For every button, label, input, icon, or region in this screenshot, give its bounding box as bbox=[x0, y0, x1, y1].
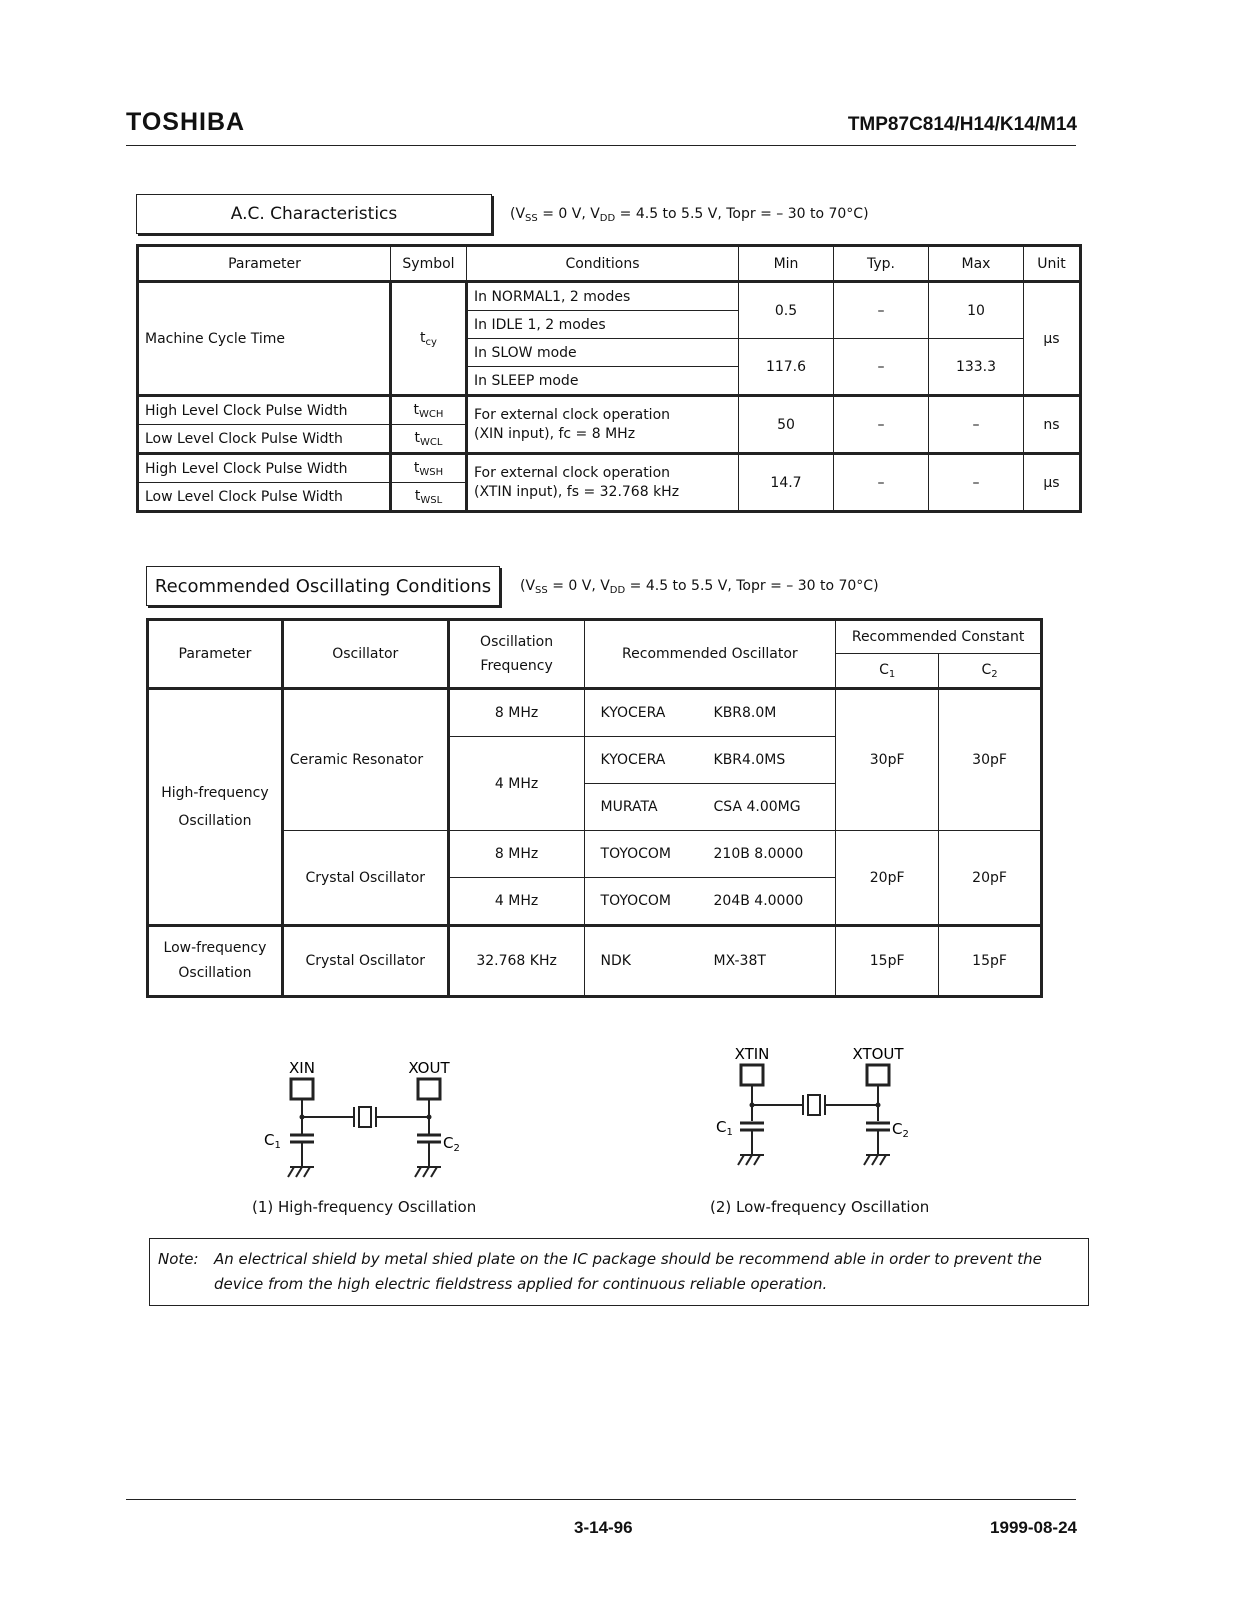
xin-label: XIN bbox=[289, 1059, 315, 1077]
typ-slow: – bbox=[834, 339, 929, 396]
crystal-icon bbox=[808, 1095, 820, 1115]
ac-table bbox=[136, 244, 1082, 513]
max-normal: 10 bbox=[929, 282, 1024, 339]
osc-crystal-hf: Crystal Oscillator bbox=[282, 831, 448, 926]
typ-xtin: – bbox=[834, 454, 929, 512]
table-row bbox=[148, 831, 1042, 878]
xtout-label: XTOUT bbox=[852, 1045, 904, 1063]
header-rule bbox=[126, 145, 1076, 146]
ac-conditions: ($V_{SS} = 0$ V, $V_{DD} = 4.5$ to 5.5 V, Topr = – 30 to 70°C) bbox=[510, 206, 869, 224]
param-high-frequency: High-frequency Oscillation bbox=[148, 689, 283, 926]
rec-osc-kbr8: KYOCERA KBR8.0M bbox=[584, 689, 836, 737]
col-recommended-constant: Recommended Constant bbox=[836, 620, 1042, 654]
rec-header-row bbox=[148, 620, 1042, 654]
param-wsl: Low Level Clock Pulse Width bbox=[138, 483, 391, 512]
cond-xtin: For external clock operation (XTIN input), fs = 32.768 kHz bbox=[467, 454, 739, 512]
max-xtin: – bbox=[929, 454, 1024, 512]
xout-pin-icon bbox=[418, 1079, 440, 1099]
note-text: An electrical shield by metal shied plate on the IC package should be recommend able in order to prevent the device from the high electric fieldstress applied for continuous reliable operation. bbox=[214, 1250, 1042, 1293]
symbol-twsh: $t_{WSH}$ bbox=[391, 454, 467, 483]
rec-conditions: ($V_{SS} = 0$ V, $V_{DD} = 4.5$ to 5.5 V, Topr = – 30 to 70°C) bbox=[520, 578, 879, 596]
col-c1: $C_1$ bbox=[836, 654, 939, 689]
symbol-twsl: $t_{WSL}$ bbox=[391, 483, 467, 512]
param-low-frequency: Low-frequency Oscillation bbox=[148, 926, 283, 997]
hf-oscillation-circuit bbox=[230, 1050, 490, 1190]
note-label: Note: bbox=[158, 1250, 199, 1268]
c2-label: $C_2$ bbox=[443, 1134, 460, 1154]
part-number: TMP87C814/H14/K14/M14 bbox=[847, 114, 1077, 135]
lf-oscillation-circuit bbox=[690, 1036, 950, 1176]
typ-xin: – bbox=[834, 396, 929, 454]
lf-caption: (2) Low-frequency Oscillation bbox=[710, 1198, 930, 1216]
xtout-pin-icon bbox=[867, 1065, 889, 1085]
c2-crystal: 20pF bbox=[939, 831, 1042, 926]
xin-pin-icon bbox=[291, 1079, 313, 1099]
xout-label: XOUT bbox=[408, 1059, 450, 1077]
table-row bbox=[138, 454, 1081, 483]
col-typ: Typ. bbox=[834, 246, 929, 282]
cond-xin: For external clock operation (XIN input), fc = 8 MHz bbox=[467, 396, 739, 454]
col-parameter: Parameter bbox=[138, 246, 391, 282]
ac-section-title: A.C. Characteristics bbox=[136, 194, 492, 234]
table-row bbox=[148, 689, 1042, 737]
xtin-pin-icon bbox=[741, 1065, 763, 1085]
rec-osc-210b: TOYOCOM 210B 8.0000 bbox=[584, 831, 836, 878]
brand-logo: TOSHIBA bbox=[126, 108, 246, 136]
osc-ceramic: Ceramic Resonator bbox=[282, 689, 448, 831]
col-max: Max bbox=[929, 246, 1024, 282]
unit-machine-cycle: μs bbox=[1024, 282, 1081, 396]
freq-8mhz-crystal: 8 MHz bbox=[448, 831, 584, 878]
page-number: 3-14-96 bbox=[574, 1518, 633, 1537]
osc-crystal-lf: Crystal Oscillator bbox=[282, 926, 448, 997]
cond-normal: In NORMAL1, 2 modes bbox=[467, 282, 739, 311]
c1-crystal: 20pF bbox=[836, 831, 939, 926]
rec-osc-mx38t: NDK MX-38T bbox=[584, 926, 836, 997]
c1-label: $C_1$ bbox=[264, 1131, 281, 1151]
rec-osc-csa4: MURATA CSA 4.00MG bbox=[584, 784, 836, 831]
table-row bbox=[148, 926, 1042, 997]
table-row bbox=[138, 282, 1081, 311]
min-slow: 117.6 bbox=[739, 339, 834, 396]
symbol-twch: $t_{WCH}$ bbox=[391, 396, 467, 425]
param-wsh: High Level Clock Pulse Width bbox=[138, 454, 391, 483]
col-symbol: Symbol bbox=[391, 246, 467, 282]
c2-label: $C_2$ bbox=[892, 1120, 909, 1140]
hf-caption: (1) High-frequency Oscillation bbox=[252, 1198, 477, 1216]
min-normal: 0.5 bbox=[739, 282, 834, 339]
min-xtin: 14.7 bbox=[739, 454, 834, 512]
table-row bbox=[138, 396, 1081, 425]
col-recommended-oscillator: Recommended Oscillator bbox=[584, 620, 836, 689]
typ-normal: – bbox=[834, 282, 929, 339]
xtin-label: XTIN bbox=[734, 1045, 770, 1063]
rec-table bbox=[146, 618, 1043, 998]
cond-sleep: In SLEEP mode bbox=[467, 367, 739, 396]
c1-label: $C_1$ bbox=[716, 1118, 733, 1138]
freq-8mhz-ceramic: 8 MHz bbox=[448, 689, 584, 737]
c2-ceramic: 30pF bbox=[939, 689, 1042, 831]
symbol-tcy: $t_{cy}$ bbox=[391, 282, 467, 396]
col-parameter: Parameter bbox=[148, 620, 283, 689]
col-min: Min bbox=[739, 246, 834, 282]
param-wcl: Low Level Clock Pulse Width bbox=[138, 425, 391, 454]
param-wch: High Level Clock Pulse Width bbox=[138, 396, 391, 425]
cond-idle: In IDLE 1, 2 modes bbox=[467, 311, 739, 339]
max-xin: – bbox=[929, 396, 1024, 454]
min-xin: 50 bbox=[739, 396, 834, 454]
freq-4mhz-crystal: 4 MHz bbox=[448, 878, 584, 926]
freq-4mhz-ceramic: 4 MHz bbox=[448, 737, 584, 831]
crystal-icon bbox=[359, 1107, 371, 1127]
document-date: 1999-08-24 bbox=[990, 1518, 1077, 1537]
rec-osc-kbr4: KYOCERA KBR4.0MS bbox=[584, 737, 836, 784]
rec-osc-204b: TOYOCOM 204B 4.0000 bbox=[584, 878, 836, 926]
param-machine-cycle: Machine Cycle Time bbox=[138, 282, 391, 396]
footer-rule bbox=[126, 1499, 1076, 1500]
max-slow: 133.3 bbox=[929, 339, 1024, 396]
freq-32khz: 32.768 KHz bbox=[448, 926, 584, 997]
unit-xtin: μs bbox=[1024, 454, 1081, 512]
ac-header-row bbox=[138, 246, 1081, 282]
c1-lf: 15pF bbox=[836, 926, 939, 997]
note-box bbox=[149, 1238, 1089, 1306]
rec-section-title: Recommended Oscillating Conditions bbox=[146, 566, 500, 606]
unit-xin: ns bbox=[1024, 396, 1081, 454]
col-c2: $C_2$ bbox=[939, 654, 1042, 689]
col-conditions: Conditions bbox=[467, 246, 739, 282]
c2-lf: 15pF bbox=[939, 926, 1042, 997]
c1-ceramic: 30pF bbox=[836, 689, 939, 831]
symbol-twcl: $t_{WCL}$ bbox=[391, 425, 467, 454]
col-unit: Unit bbox=[1024, 246, 1081, 282]
col-frequency: Oscillation Frequency bbox=[448, 620, 584, 689]
cond-slow: In SLOW mode bbox=[467, 339, 739, 367]
col-oscillator: Oscillator bbox=[282, 620, 448, 689]
